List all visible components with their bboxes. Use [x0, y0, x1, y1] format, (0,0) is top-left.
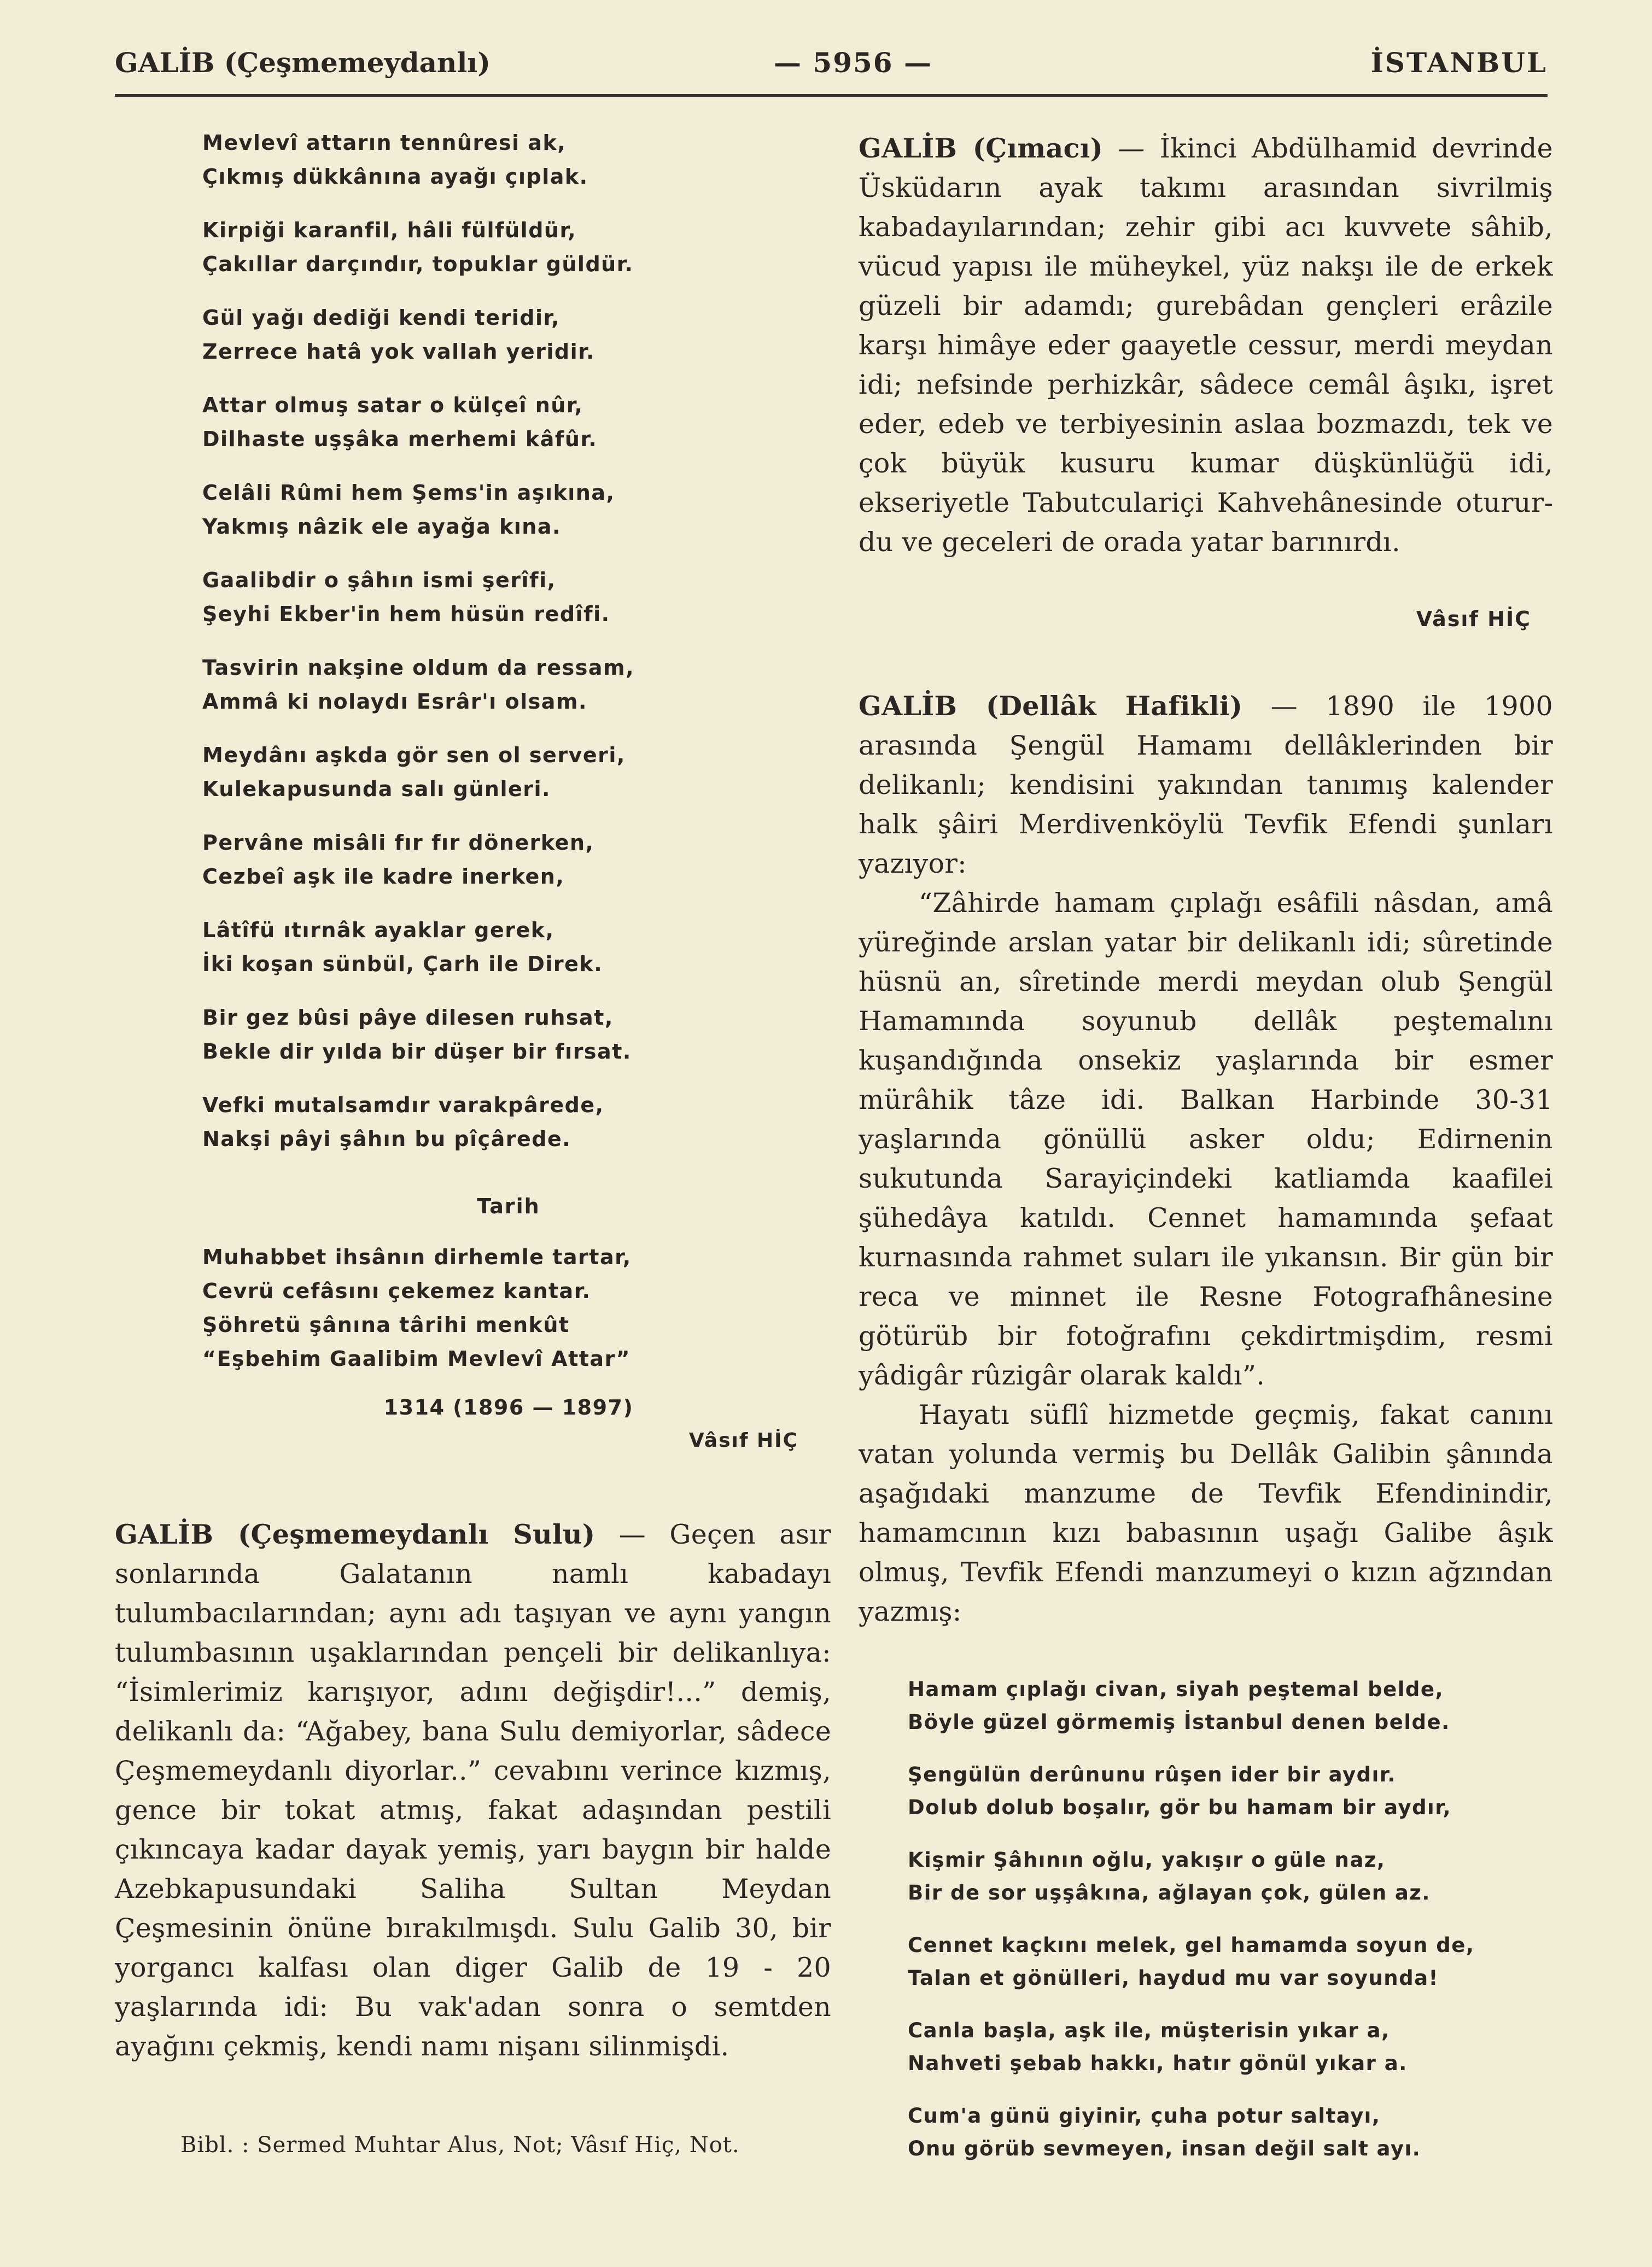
poem-stanza	[908, 1844, 1537, 1909]
poem-line: Cezbeî aşk ile kadre inerken,	[202, 864, 565, 889]
poem-line: Kişmir Şâhının oğlu, yakışır o güle naz,	[908, 1848, 1386, 1872]
tarih-line: Şöhretü şânına târihi menkût	[202, 1313, 570, 1337]
poem-stanza	[202, 913, 831, 981]
poem-line: Hamam çıplağı civan, siyah peştemal belde,	[908, 1678, 1444, 1701]
poem-line: Gaalibdir o şâhın ismi şerîfi,	[202, 568, 556, 592]
poem-line: Canla başla, aşk ile, müşterisin yıkar a,	[908, 2019, 1390, 2042]
header-city: İSTANBUL	[1370, 46, 1548, 79]
poem-line: Kirpiği karanfil, hâli fülfüldür,	[202, 218, 577, 242]
poem-line: Yakmış nâzik ele ayağa kına.	[202, 515, 561, 539]
article-galib-cimaci	[859, 128, 1553, 562]
poem-line: Çakıllar darçındır, topuklar güldür.	[202, 252, 634, 276]
poem-stanza	[202, 1088, 831, 1156]
poem-line: Dolub dolub boşalır, gör bu hamam bir aydır,	[908, 1796, 1452, 1819]
tarih-heading: Tarih	[477, 1194, 540, 1218]
poem-line: Ammâ ki nolaydı Esrâr'ı olsam.	[202, 690, 587, 714]
poem-stanza	[908, 1673, 1537, 1739]
poem-stanza	[202, 826, 831, 893]
poem-stanza	[202, 738, 831, 806]
article-galib-cesmemeydanli-sulu	[115, 1515, 831, 2066]
left-poem-stanzas	[186, 126, 831, 1156]
poem-line: Şengülün derûnunu rûşen ider bir aydır.	[908, 1763, 1396, 1786]
page-number: — 5956 —	[774, 46, 932, 79]
poem-stanza	[908, 1929, 1537, 1995]
article-heading: GALİB (Çeşmemeydanlı Sulu)	[115, 1518, 596, 1550]
poem-line: Vefki mutalsamdır varakpârede,	[202, 1093, 604, 1117]
poem-stanza	[202, 301, 831, 369]
poem-line: Böyle güzel görmemiş İstanbul denen belde.	[908, 1710, 1450, 1734]
poem-line: Onu görüb sevmeyen, insan değil salt ayı.	[908, 2137, 1421, 2160]
poem-line: Cum'a günü giyinir, çuha potur saltayı,	[908, 2104, 1381, 2128]
poem-line: Gül yağı dediği kendi teridir,	[202, 306, 561, 330]
tarih-year: 1314 (1896 — 1897)	[383, 1395, 634, 1419]
poem-stanza	[202, 563, 831, 631]
tarih-stanza	[202, 1240, 831, 1376]
poem-line: Celâli Rûmi hem Şems'in aşıkına,	[202, 481, 615, 505]
poem-line: Nakşi pâyi şâhın bu pîçârede.	[202, 1127, 571, 1151]
poem-line: Bir de sor uşşâkına, ağlayan çok, gülen az.	[908, 1881, 1431, 1904]
poem-stanza	[202, 1001, 831, 1068]
article-heading: GALİB (Dellâk Hafikli)	[859, 690, 1243, 722]
tarih-line: Muhabbet ihsânın dirhemle tartar,	[202, 1245, 632, 1269]
poem-line: Bekle dir yılda bir düşer bir fırsat.	[202, 1039, 632, 1064]
poem-line: Meydânı aşkda gör sen ol serveri,	[202, 743, 626, 767]
poem-line: Attar olmuş satar o külçeî nûr,	[202, 393, 583, 417]
poem-line: Mevlevî attarın tennûresi ak,	[202, 131, 567, 155]
poem-stanza	[908, 1758, 1537, 1824]
poem-line: Kulekapusunda salı günleri.	[202, 777, 551, 801]
right-article-1-signature: Vâsıf HİÇ	[1416, 607, 1531, 631]
poem-stanza	[202, 126, 831, 194]
poem-line: Cennet kaçkını melek, gel hamamda soyun de,	[908, 1933, 1475, 1957]
article-body: — İkinci Abdülhamid devrinde Üsküdarın ayak takımı arasından sivrilmiş kabadayılarından; zehir gibi acı kuvvete sâhib, vücud yapısı ile müheykel, yüz nakşı ile de erkek güzeli bir adamdı; gurebâdan gençleri erâzile karşı himâye eder gaayetle cessur, merdi meydan idi; nefsinde perhizkâr, sâdece cemâl âşıkı, işret eder, edeb ve terbiyesinin aslaa bozmazdı, tek ve çok büyük kusuru kumar düşkünlüğü idi, ekseriyetle Tabutculariçi Kahvehânesinde otururdu ve geceleri de orada yatar barınırdı.	[859, 133, 1553, 558]
article-paragraph	[859, 686, 1553, 884]
article-paragraph	[115, 1515, 831, 2066]
tarih-line: “Eşbehim Gaalibim Mevlevî Attar”	[202, 1347, 631, 1371]
tarih-line: Cevrü cefâsını çekemez kantar.	[202, 1279, 591, 1303]
header-rule	[115, 94, 1548, 97]
poem-stanza	[202, 651, 831, 718]
poem-stanza	[202, 388, 831, 456]
article-body: — 1890 ile 1900 arasında Şengül Hamamı dellâklerinden bir delikanlı; kendisini yakından tanımış kalender halk şâiri Merdivenköylü Tevfik Efendi şunları yazıyor:	[859, 691, 1553, 879]
left-poem-signature: Vâsıf HİÇ	[688, 1429, 798, 1452]
poem-stanza	[202, 213, 831, 281]
right-poem-stanzas	[908, 1673, 1537, 2165]
left-poem	[186, 126, 831, 1452]
poem-line: İki koşan sünbül, Çarh ile Direk.	[202, 952, 603, 976]
article-heading: GALİB (Çımacı)	[859, 132, 1104, 164]
poem-line: Tasvirin nakşine oldum da ressam,	[202, 656, 634, 680]
article-quote: “Zâhirde hamam çıplağı esâfili nâsdan, amâ yüreğinde arslan yatar bir delikanlı idi; sûretinde hüsnü an, sîretinde merdi meydan olub Şengül Hamamında soyunub dellâk peştemalını kuşandığında onsekiz yaşlarında bir esmer mürâhik tâze idi. Balkan Harbinde 30-31 yaşlarında gönüllü asker oldu; Edirnenin sukutunda Sarayiçindeki katliamda kaafilei şühedâya katıldı. Cennet hamamında şefaat kurnasında rahmet suları ile yıkansın. Bir gün bir reca ve minnet ile Resne Fotografhânesine götürüb bir fotoğrafını çekdirtmişdim, resmi yâdigâr rûzigâr olarak kaldı”.	[859, 887, 1553, 1391]
poem-stanza	[202, 476, 831, 544]
article-galib-dellak-hafikli	[859, 686, 1553, 1632]
poem-line: Talan et gönülleri, haydud mu var soyunda!	[908, 1966, 1439, 1990]
poem-line: Pervâne misâli fır fır dönerken,	[202, 831, 594, 855]
poem-stanza	[908, 2100, 1537, 2165]
article-paragraph: Hayatı süflî hizmetde geçmiş, fakat canını vatan yolunda vermiş bu Dellâk Galibin şânında aşağıdaki manzume de Tevfik Efendinindir, hamamcının kızı babasının uşağı Galibe âşık olmuş, Tevfik Efendi manzumeyi o kızın ağzından yazmış:	[859, 1399, 1553, 1627]
poem-line: Lâtîfü ıtırnâk ayaklar gerek,	[202, 918, 554, 942]
running-header	[115, 46, 1548, 85]
poem-line: Şeyhi Ekber'in hem hüsün redîfi.	[202, 602, 610, 626]
poem-stanza	[908, 2014, 1537, 2080]
poem-line: Çıkmış dükkânına ayağı çıplak.	[202, 165, 588, 189]
poem-line: Bir gez bûsi pâye dilesen ruhsat,	[202, 1006, 614, 1030]
poem-line: Zerrece hatâ yok vallah yeridir.	[202, 340, 595, 364]
article-paragraph	[859, 128, 1553, 562]
header-title: GALİB (Çeşmemeydanlı)	[115, 46, 491, 79]
article-body: — Geçen asır sonlarında Galatanın namlı kabadayı tulumbacılarından; aynı adı taşıyan ve aynı yangın tulumbasının uşaklarından pençeli bir delikanlıya: “İsimlerimiz karışıyor, adını değişdir!...” demiş, delikanlı da: “Ağabey, bana Sulu demiyorlar, sâdece Çeşmemeydanlı diyorlar..” cevabını verince kızmış, gence bir tokat atmış, fakat adaşından pestili çıkıncaya kadar dayak yemiş, yarı baygın bir halde Azebkapusundaki Saliha Sultan Meydan Çeşmesinin önüne bırakılmışdı. Sulu Galib 30, bir yorgancı kalfası olan diger Galib de 19 - 20 yaşlarında idi: Bu vak'adan sonra o semtden ayağını çekmiş, kendi namı nişanı silinmişdi.	[115, 1519, 831, 2062]
poem-line: Dilhaste uşşâka merhemi kâfûr.	[202, 427, 598, 451]
poem-line: Nahveti şebab hakkı, hatır gönül yıkar a.	[908, 2052, 1408, 2075]
right-poem	[908, 1673, 1537, 2185]
bibliography: Bibl. : Sermed Muhtar Alus, Not; Vâsıf Hiç, Not.	[180, 2132, 740, 2158]
